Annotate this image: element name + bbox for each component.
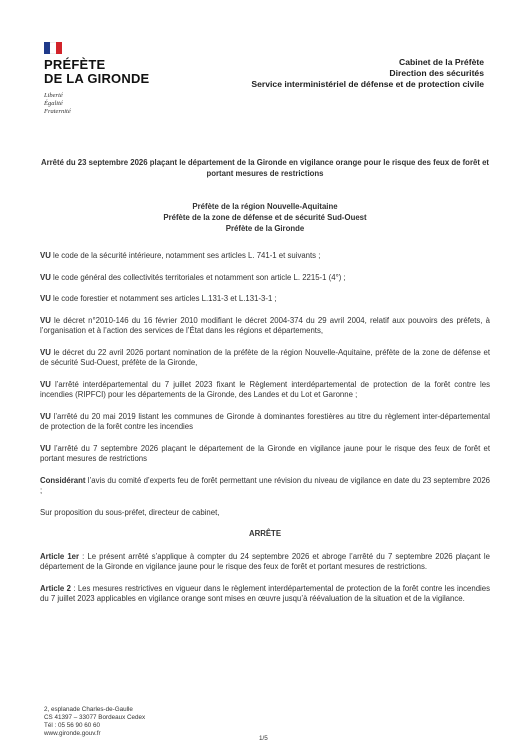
- considerant-paragraph: [40, 476, 490, 497]
- page-number: 1/5: [259, 735, 268, 742]
- republic-motto: [44, 92, 174, 116]
- document-body: [40, 251, 490, 616]
- motto-egalite: Égalité: [44, 100, 63, 107]
- marianne-flag-icon: [44, 42, 62, 54]
- footer-website-link[interactable]: www.gironde.gouv.fr: [44, 730, 101, 737]
- visa-text: l’arrêté du 20 mai 2019 listant les communes de Gironde à dominantes forestières au titre du règlement inter-départemental de protection de la forêt contre les incendies: [40, 411, 490, 431]
- article-paragraph: [40, 552, 490, 573]
- visa-paragraph: [40, 273, 490, 284]
- article-keyword: Article 2: [40, 583, 71, 593]
- article-paragraph: [40, 584, 490, 605]
- logo-line-2: DE LA GIRONDE: [44, 71, 150, 86]
- article-keyword: Article 1er: [40, 551, 80, 561]
- arrete-heading: ARRÊTE: [248, 529, 282, 538]
- visa-keyword: VU: [40, 347, 51, 357]
- issuing-authority: [40, 201, 490, 234]
- article-text: : Le présent arrêté s’applique à compter du 24 septembre 2026 et abroge l’arrêté du 7 septembre 2026 plaçant le département de la Gironde en vigilance jaune pour le risque des feux de forêt et portant mesures de restrictions.: [40, 551, 490, 571]
- visa-paragraph: [40, 348, 490, 369]
- visa-paragraph: [40, 444, 490, 465]
- visa-text: le décret n°2010-146 du 16 février 2010 modifiant le décret 2004-374 du 29 avril 2004, relatif aux pouvoirs des préfets, à l’organisation et à l’action des services de l’État dans les régions et départements,: [40, 315, 490, 335]
- visa-paragraph: [40, 294, 490, 305]
- footer-phone-line: Tél : 05 56 90 60 60: [44, 722, 101, 729]
- visa-text: le décret du 22 avril 2026 portant nomination de la préfète de la région Nouvelle-Aquitaine, préfète de la zone de défense et de sécurité Sud-Ouest, préfète de la Gironde,: [40, 347, 490, 367]
- department-line-1: Cabinet de la Préfète: [398, 57, 484, 67]
- visa-paragraph: [40, 380, 490, 401]
- visa-paragraph: [40, 316, 490, 337]
- department-line-2: Direction des sécurités: [389, 68, 484, 78]
- department-line-3: Service interministériel de défense et de protection civile: [251, 79, 484, 89]
- visa-text: le code de la sécurité intérieure, notamment ses articles L. 741-1 et suivants ;: [50, 251, 321, 260]
- authority-line-2: Préfète de la zone de défense et de sécurité Sud-Ouest: [163, 213, 367, 222]
- document-title: Arrêté du 23 septembre 2026 plaçant le département de la Gironde en vigilance orange pour le risque des feux de forêt et portant mesures de restrictions: [40, 158, 490, 178]
- visa-paragraph: [40, 251, 490, 262]
- footer-postal-line: CS 41397 – 33077 Bordeaux Cedex: [44, 714, 146, 721]
- address-footer: [44, 706, 145, 738]
- visa-keyword: VU: [40, 379, 51, 389]
- visa-keyword: VU: [40, 443, 51, 453]
- motto-fraternite: Fraternité: [44, 108, 71, 115]
- visa-keyword: VU: [40, 294, 51, 303]
- authority-line-3: Préfète de la Gironde: [225, 224, 305, 233]
- visa-text: l’arrêté du 7 septembre 2026 plaçant le département de la Gironde en vigilance jaune pour le risque des feux de forêt et portant mesures de restrictions: [40, 443, 490, 463]
- proposition-paragraph: Sur proposition du sous-préfet, directeur de cabinet,: [40, 507, 220, 517]
- visa-paragraph: [40, 412, 490, 433]
- visa-text: le code forestier et notamment ses articles L.131-3 et L.131-3-1 ;: [50, 294, 277, 303]
- footer-address-line: 2, esplanade Charles-de-Gaulle: [44, 706, 133, 713]
- visa-keyword: VU: [40, 315, 51, 325]
- visa-keyword: VU: [40, 272, 51, 282]
- logo-line-1: PRÉFÈTE: [44, 57, 106, 72]
- visa-keyword: VU: [40, 411, 51, 421]
- visa-keyword: VU: [40, 251, 51, 260]
- authority-line-1: Préfète de la région Nouvelle-Aquitaine: [192, 202, 338, 211]
- issuing-department: [251, 57, 484, 90]
- prefecture-logo: [44, 42, 174, 116]
- visa-text: l’arrêté interdépartemental du 7 juillet 2023 fixant le Règlement interdépartemental de protection de la forêt contre les incendies (RIPFCI) pour les départements de la Gironde, des Landes et du Lot et Garonne ;: [40, 379, 490, 399]
- considerant-text: l’avis du comité d’experts feu de forêt permettant une révision du niveau de vigilance en date du 23 septembre 2026 ;: [40, 475, 490, 495]
- motto-liberte: Liberté: [44, 92, 63, 99]
- considerant-keyword: Considérant: [40, 475, 86, 485]
- article-text: : Les mesures restrictives en vigueur dans le règlement interdépartemental de protection de la forêt contre les incendies du 7 juillet 2023 applicables en vigilance orange sont mises en œuvre jusqu’à réévaluation de la situation et de la vigilance.: [40, 583, 490, 603]
- visa-text: le code général des collectivités territoriales et notamment son article L. 2215-1 (4°) ;: [50, 272, 346, 282]
